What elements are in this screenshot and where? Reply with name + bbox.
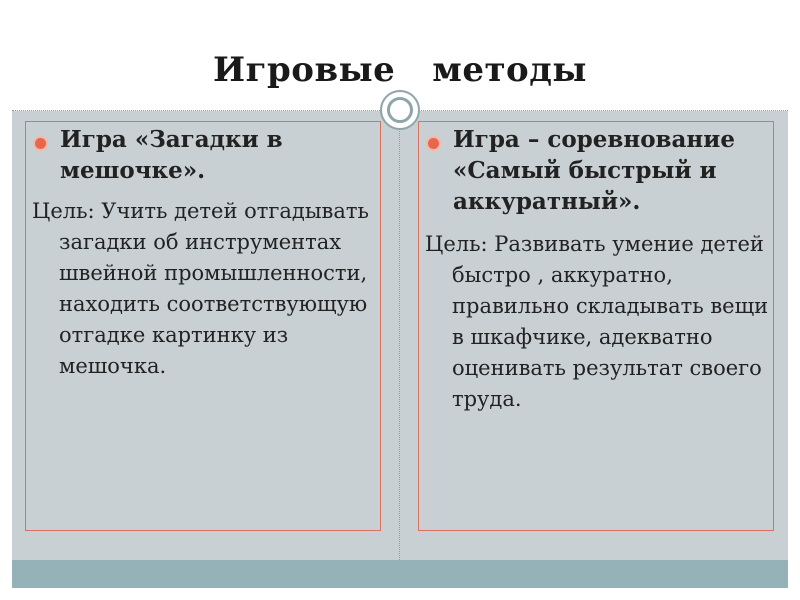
left-method-card [25, 121, 381, 531]
right-method-card [418, 121, 774, 531]
bullet-circle-icon [426, 136, 441, 151]
right-heading-row [419, 124, 773, 217]
ornament-inner-ring [387, 97, 413, 123]
double-ring-ornament-icon [380, 90, 420, 130]
left-heading-row [26, 124, 380, 186]
slide-title: Игровые методы [213, 50, 587, 90]
right-method-heading: Игра – соревнование «Самый быстрый и аккуратный». [453, 126, 735, 215]
column-divider [399, 111, 400, 560]
bullet-circle-icon [33, 136, 48, 151]
left-method-description: Цель: Учить детей отгадывать загадки об инструментах швейной промышленности, находить соответствующую отгадке картинку из мешочка. [32, 199, 369, 378]
bottom-bar [12, 560, 788, 588]
left-method-heading: Игра «Загадки в мешочке». [60, 126, 283, 184]
right-method-description: Цель: Развивать умение детей быстро , аккуратно, правильно складывать вещи в шкафчике, адекватно оценивать результат своего труда. [425, 232, 769, 411]
